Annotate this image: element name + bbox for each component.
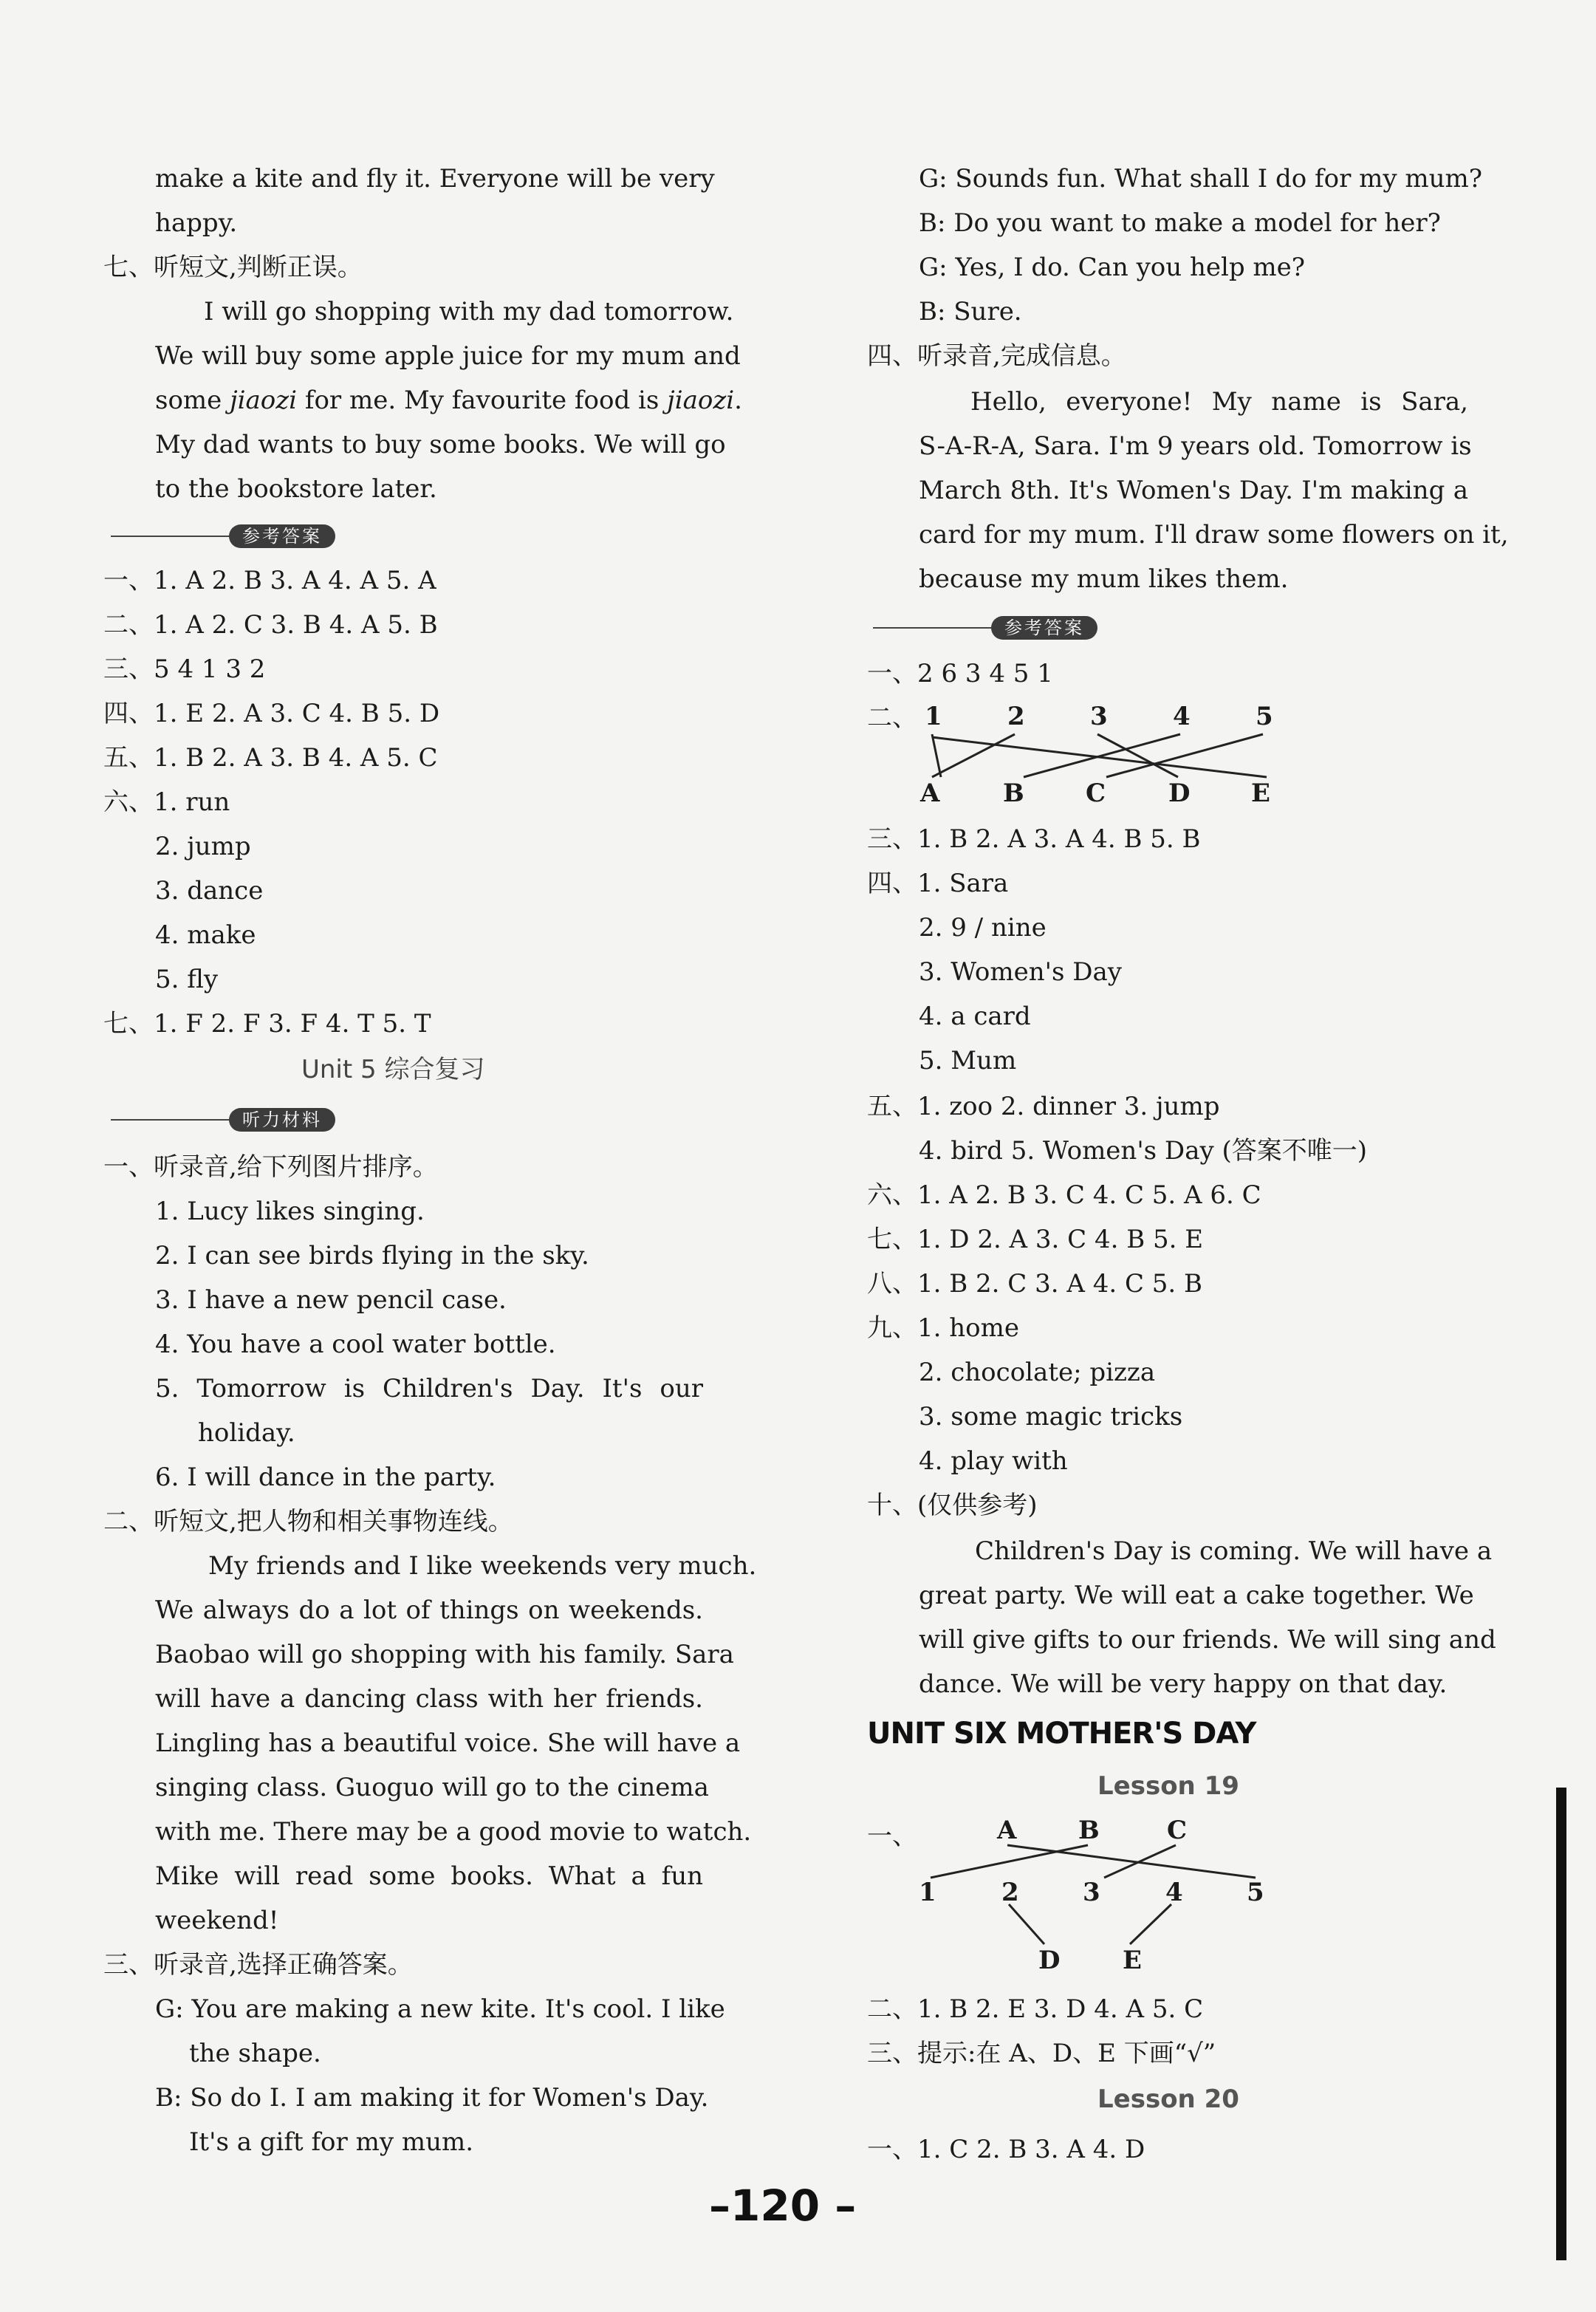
match-line-1-A: [932, 734, 941, 777]
answer-line: 七、1. D 2. A 3. C 4. B 5. E: [867, 1225, 1204, 1254]
match-line-4-B: [1024, 734, 1180, 777]
lesson-19-heading: Lesson 19: [1097, 1771, 1239, 1801]
passage-line: because my mum likes them.: [919, 564, 1289, 594]
answer-line: 4. play with: [919, 1446, 1068, 1476]
passage-line: with me. There may be a good movie to watch.: [155, 1817, 752, 1847]
match-number: 2: [1007, 702, 1025, 731]
page-edge-shadow: [1556, 1788, 1566, 2260]
answer-line: 一、1. C 2. B 3. A 4. D: [867, 2135, 1145, 2164]
answer-line: 四、1. Sara: [867, 869, 1009, 898]
italic-word: jiaozi: [667, 386, 735, 415]
answer-line: 3. dance: [155, 876, 264, 906]
answer-line: 二、1. A 2. C 3. B 4. A 5. B: [103, 610, 438, 640]
passage-line: Lingling has a beautiful voice. She will have a: [155, 1728, 741, 1758]
match-line-2-D: [1009, 1904, 1044, 1944]
match-line-C-3: [1104, 1845, 1176, 1878]
answer-line: 三、1. B 2. A 3. A 4. B 5. B: [867, 824, 1201, 854]
match-line-2-A: [932, 734, 1015, 777]
continued-text-line: happy.: [155, 208, 238, 238]
passage-line: My dad wants to buy some books. We will go: [155, 430, 726, 459]
match-letter: C: [1167, 1816, 1188, 1845]
italic-word: jiaozi: [230, 386, 298, 415]
listening-item: holiday.: [198, 1418, 295, 1448]
answer-line: 4. a card: [919, 1002, 1031, 1031]
divider-rule: [873, 627, 999, 629]
dialog-line: B: Sure.: [919, 297, 1022, 326]
answer-key-divider: [111, 521, 355, 551]
listening-item: 2. I can see birds flying in the sky.: [155, 1241, 589, 1270]
match-number: 4: [1173, 702, 1191, 731]
passage-line: weekend!: [155, 1906, 279, 1935]
match-letter: B: [1003, 779, 1024, 808]
section-4-title: 四、听录音,完成信息。: [867, 341, 1126, 371]
answer-line: 2. chocolate; pizza: [919, 1358, 1156, 1387]
listening-item: 5. Tomorrow is Children's Day. It's our: [155, 1374, 703, 1403]
answer-line: 4. make: [155, 920, 256, 950]
listening-3-title: 三、听录音,选择正确答案。: [103, 1950, 413, 1980]
answer-line: 三、5 4 1 3 2: [103, 654, 266, 684]
answer-line: 八、1. B 2. C 3. A 4. C 5. B: [867, 1269, 1203, 1299]
answer-line: 5. Mum: [919, 1046, 1017, 1075]
listening-item: 1. Lucy likes singing.: [155, 1197, 425, 1226]
passage-line: S-A-R-A, Sara. I'm 9 years old. Tomorrow is: [919, 431, 1472, 461]
answer-line: 五、1. zoo 2. dinner 3. jump: [867, 1092, 1220, 1121]
lesson19-matching-lines: [916, 1842, 1285, 1960]
answer-key-badge: 参考答案: [991, 616, 1097, 640]
divider-rule: [111, 1119, 236, 1121]
match-number: 5: [1247, 1878, 1264, 1907]
answer-line: 九、1. home: [867, 1313, 1019, 1343]
match-line-extra: [932, 737, 1267, 777]
answer-line: 十、(仅供参考): [867, 1491, 1038, 1520]
match-number: 1: [919, 1878, 936, 1907]
listening-2-title: 二、听短文,把人物和相关事物连线。: [103, 1507, 513, 1536]
continued-text-line: make a kite and fly it. Everyone will be very: [155, 164, 715, 194]
dialog-line: B: So do I. I am making it for Women's Day.: [155, 2083, 709, 2113]
match-letter: E: [1123, 1946, 1142, 1975]
listening-material-divider: [111, 1105, 355, 1135]
page-number: –120 –: [709, 2181, 857, 2231]
answer-line: 2. 9 / nine: [919, 913, 1047, 943]
answer-line: 一、2 6 3 4 5 1: [867, 659, 1053, 688]
listening-item: 4. You have a cool water bottle.: [155, 1330, 556, 1359]
answer-prefix: 二、: [867, 703, 917, 733]
answer-line: 四、1. E 2. A 3. C 4. B 5. D: [103, 699, 440, 728]
answer-prefix: 一、: [867, 1822, 917, 1851]
passage-line: Baobao will go shopping with his family. Sara: [155, 1640, 734, 1669]
answer-line: 3. Women's Day: [919, 957, 1122, 987]
match-number: 3: [1090, 702, 1108, 731]
match-line-A-5: [1007, 1845, 1256, 1878]
passage-line: to the bookstore later.: [155, 474, 437, 504]
essay-line: dance. We will be very happy on that day.: [919, 1669, 1448, 1699]
listening-1-title: 一、听录音,给下列图片排序。: [103, 1152, 438, 1182]
answer-line: 4. bird 5. Women's Day (答案不唯一): [919, 1136, 1368, 1166]
essay-line: great party. We will eat a cake together. We: [919, 1581, 1474, 1610]
passage-line: some jiaozi for me. My favourite food is jiaozi.: [155, 386, 742, 415]
dialog-line: the shape.: [189, 2039, 321, 2068]
essay-line: will give gifts to our friends. We will sing and: [919, 1625, 1496, 1655]
passage-line: My friends and I like weekends very much.: [208, 1551, 757, 1581]
match-number: 4: [1165, 1878, 1183, 1907]
answer-line: 二、1. B 2. E 3. D 4. A 5. C: [867, 1994, 1204, 2024]
dialog-line: G: Sounds fun. What shall I do for my mum?: [919, 164, 1483, 194]
match-number: 3: [1083, 1878, 1100, 1907]
passage-line: Mike will read some books. What a fun: [155, 1861, 703, 1891]
dialog-line: G: You are making a new kite. It's cool. I like: [155, 1994, 725, 2024]
match-line-B-1: [931, 1845, 1088, 1878]
essay-line: Children's Day is coming. We will have a: [975, 1536, 1493, 1566]
answer-key-divider: [873, 613, 1117, 643]
answer-line: 5. fly: [155, 965, 219, 994]
answer-line: 三、提示:在 A、D、E 下画“√”: [867, 2039, 1216, 2068]
match-letter: A: [920, 779, 940, 808]
answer-line: 五、1. B 2. A 3. B 4. A 5. C: [103, 743, 438, 773]
answer-line: 2. jump: [155, 832, 251, 861]
answer-line: 六、1. run: [103, 787, 230, 817]
dialog-line: G: Yes, I do. Can you help me?: [919, 253, 1306, 282]
match-line-3-D: [1097, 734, 1178, 777]
listening-item: 6. I will dance in the party.: [155, 1463, 496, 1492]
passage-line: I will go shopping with my dad tomorrow.: [204, 297, 734, 326]
answer-line: 七、1. F 2. F 3. F 4. T 5. T: [103, 1009, 431, 1039]
match-number: 2: [1001, 1878, 1019, 1907]
passage-line: March 8th. It's Women's Day. I'm making a: [919, 476, 1468, 505]
answer-line: 3. some magic tricks: [919, 1402, 1183, 1432]
match-number: 1: [925, 702, 942, 731]
answer-line: 一、1. A 2. B 3. A 4. A 5. A: [103, 566, 436, 595]
listening-item: 3. I have a new pencil case.: [155, 1285, 507, 1315]
match-number: 5: [1256, 702, 1273, 731]
unit6-title: UNIT SIX MOTHER'S DAY: [867, 1717, 1256, 1751]
section-7-title: 七、听短文,判断正误。: [103, 253, 363, 282]
unit5-title: Unit 5 综合复习: [301, 1055, 485, 1084]
dialog-line: It's a gift for my mum.: [189, 2127, 474, 2157]
match-letter: C: [1086, 779, 1106, 808]
passage-line: card for my mum. I'll draw some flowers on it,: [919, 520, 1509, 550]
divider-rule: [111, 536, 236, 537]
answer-line: 六、1. A 2. B 3. C 4. C 5. A 6. C: [867, 1180, 1261, 1210]
match-line-5-C: [1106, 734, 1263, 777]
match-letter: A: [997, 1816, 1017, 1845]
lesson-20-heading: Lesson 20: [1097, 2084, 1239, 2114]
match-letter: D: [1168, 779, 1191, 808]
matching-lines: [916, 731, 1285, 783]
answer-key-badge: 参考答案: [229, 524, 335, 548]
passage-line: will have a dancing class with her friends.: [155, 1684, 703, 1714]
passage-line: We always do a lot of things on weekends.: [155, 1596, 703, 1625]
passage-line: We will buy some apple juice for my mum and: [155, 341, 741, 371]
passage-line: singing class. Guoguo will go to the cinema: [155, 1773, 709, 1802]
match-letter: E: [1251, 779, 1270, 808]
match-line-4-E: [1130, 1904, 1171, 1944]
listening-material-badge: 听力材料: [229, 1108, 335, 1132]
match-letter: D: [1038, 1946, 1061, 1975]
match-letter: B: [1078, 1816, 1100, 1845]
passage-line: Hello, everyone! My name is Sara,: [970, 387, 1468, 417]
dialog-line: B: Do you want to make a model for her?: [919, 208, 1441, 238]
